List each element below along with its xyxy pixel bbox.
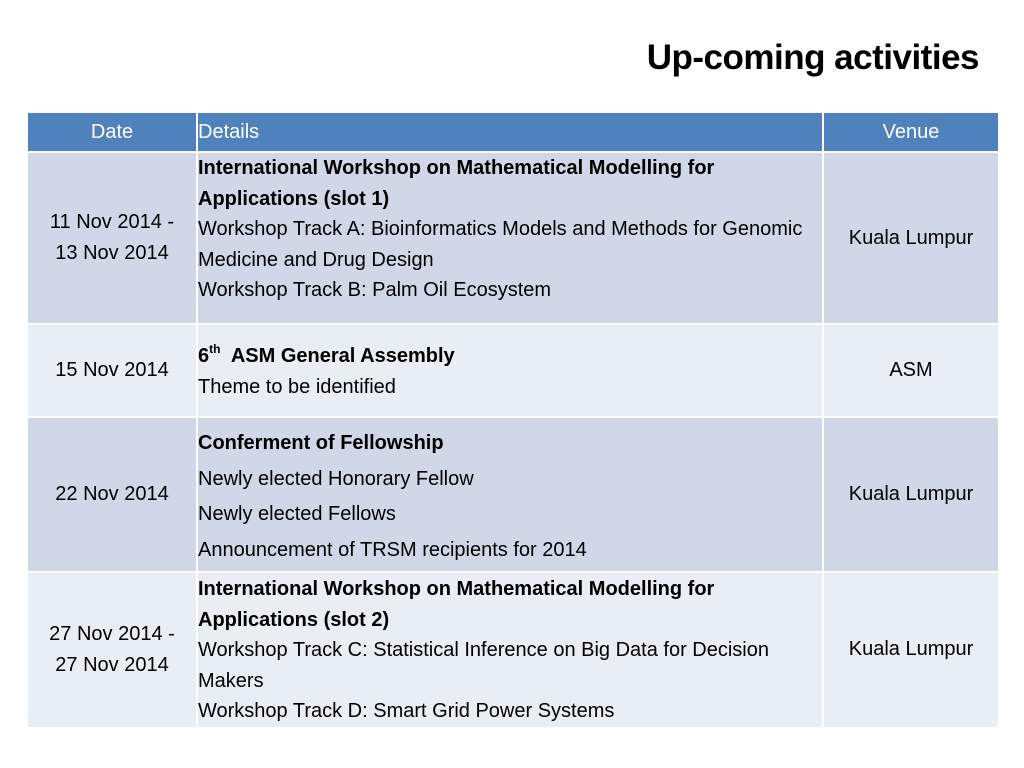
venue-cell: ASM [823, 324, 999, 417]
details-cell [197, 152, 823, 324]
header-details: Details [197, 112, 823, 152]
table-header-row [27, 112, 999, 152]
event-detail-line: Newly elected Fellows [198, 503, 396, 525]
event-detail-line: Workshop Track D: Smart Grid Power Systems [198, 700, 615, 722]
event-heading [198, 341, 822, 372]
date-cell [27, 152, 197, 324]
table-row [27, 417, 999, 572]
slide-title: Up-coming activities [646, 38, 979, 77]
header-venue: Venue [823, 112, 999, 152]
details-cell [197, 417, 823, 572]
header-date: Date [27, 112, 197, 152]
event-detail-line: Theme to be identified [198, 375, 396, 398]
date-end: 13 Nov 2014 [55, 242, 169, 264]
event-detail-line: Workshop Track B: Palm Oil Ecosystem [198, 279, 552, 301]
date-end: 27 Nov 2014 [55, 653, 169, 676]
date-cell [27, 324, 197, 417]
date-cell [27, 572, 197, 728]
event-heading: International Workshop on Mathematical Modelling for Applications (slot 1) [198, 157, 715, 210]
event-detail-line: Workshop Track C: Statistical Inference on Big Data for Decision Makers [198, 639, 769, 692]
heading-ordinal-suffix: th [209, 342, 221, 356]
activities-table [26, 111, 1000, 729]
venue-cell: Kuala Lumpur [823, 417, 999, 572]
date-start: 15 Nov 2014 [55, 359, 169, 381]
venue-cell: Kuala Lumpur [823, 152, 999, 324]
event-detail-line: Workshop Track A: Bioinformatics Models and Methods for Genomic Medicine and Drug Design [198, 218, 803, 271]
heading-text: ASM General Assembly [230, 345, 455, 367]
event-heading: Conferment of Fellowship [198, 432, 444, 454]
table-row [27, 152, 999, 324]
heading-ordinal: 6 [198, 345, 210, 367]
event-detail-line: Announcement of TRSM recipients for 2014 [198, 538, 587, 561]
event-detail-line: Newly elected Honorary Fellow [198, 467, 474, 490]
details-cell [197, 572, 823, 728]
details-cell [197, 324, 823, 417]
date-cell [27, 417, 197, 572]
date-start: 11 Nov 2014 - [49, 211, 175, 233]
date-start: 27 Nov 2014 - [49, 622, 175, 645]
date-start: 22 Nov 2014 [55, 483, 169, 505]
table-row [27, 572, 999, 728]
table-row [27, 324, 999, 417]
venue-cell: Kuala Lumpur [823, 572, 999, 728]
event-heading: International Workshop on Mathematical Modelling for Applications (slot 2) [198, 578, 715, 631]
